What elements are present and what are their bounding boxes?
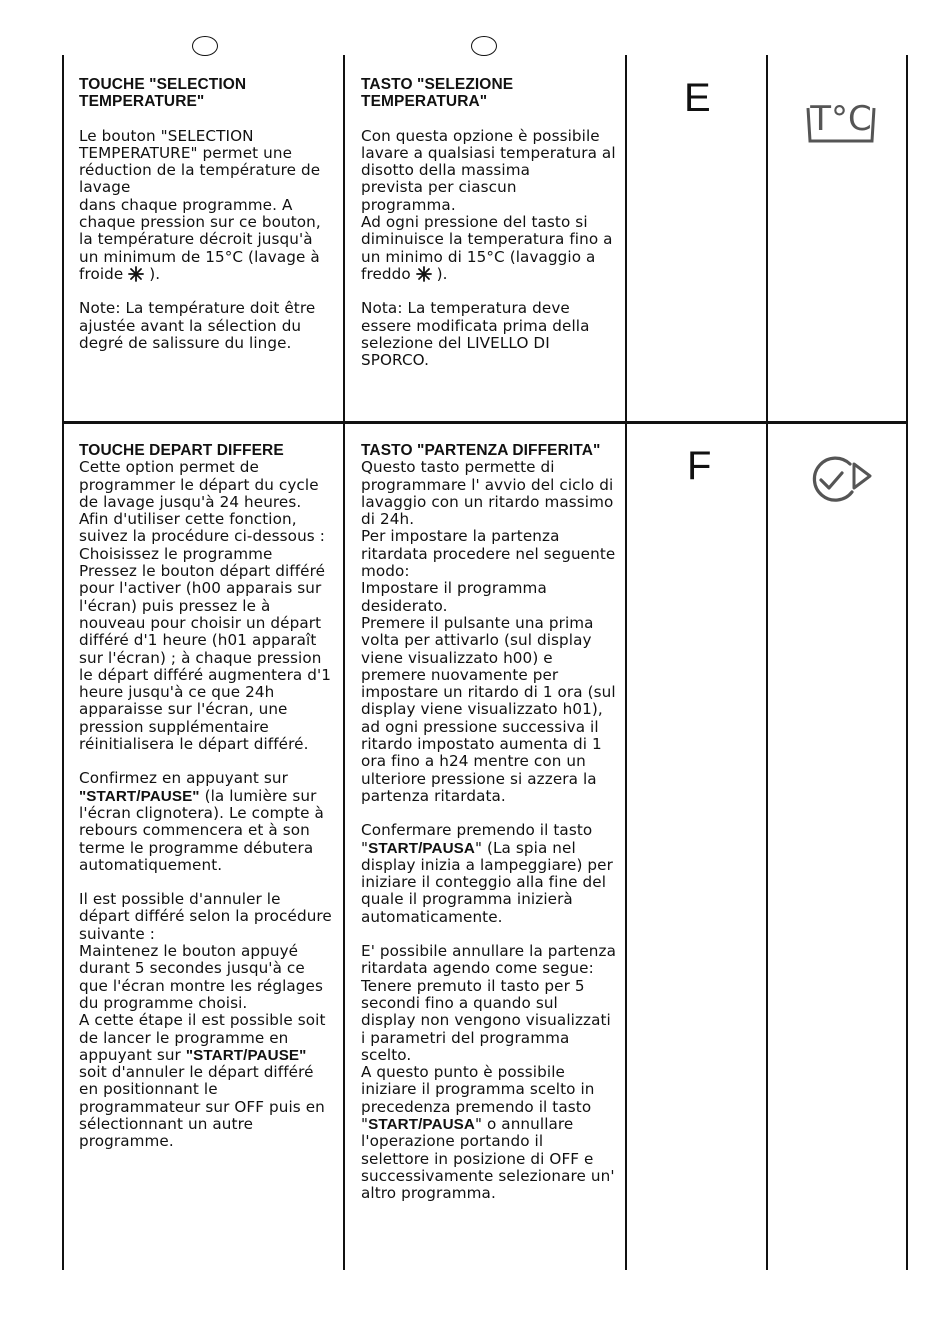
- snowflake-icon: [416, 266, 432, 282]
- column-divider-3: [766, 55, 768, 1270]
- row-e-italian-paragraph-1: Con questa opzione è possibile lavare a qualsiasi temperatura al disotto della massima prevista per ciascun programma. Ad ogni pressione del tasto si diminuisce la temperatura fino a un minimo di 15°C (lavaggio a freddo ).: [361, 126, 616, 283]
- column-divider-left: [62, 55, 64, 1270]
- column-divider-right: [906, 55, 908, 1270]
- row-e-french-paragraph-1: Le bouton "SELECTION TEMPERATURE" permet une réduction de la température de lavage dans chaque programme. A chaque pression sur ce bouton, la température décroit jusqu'à un minimum de 15°C (lavage à froide ).: [79, 126, 321, 283]
- row-divider: [62, 421, 908, 424]
- temperature-icon-text: T°C: [810, 99, 872, 139]
- row-f-italian-paragraph-1: TASTO "PARTENZA DIFFERITA" Questo tasto permette di programmare l' avvio del ciclo di lavaggio con un ritardo massimo di 24h. Per impostare la partenza ritardata procedere nel seguente modo: Impostare il programma desiderato. Premere il pulsante una prima volta per attivarlo (sul display viene visualizzato h00) e premere nuovamente per impostare un ritardo di 1 ora (sul display viene visualizzato h01), ad ogni pressione successiva il ritardo impostato aumenta di 1 ora fino a h24 mentre con un ulteriore pressione si azzera la partenza ritardata.: [361, 442, 616, 805]
- delay-start-icon: [804, 452, 876, 508]
- row-f-french-text: [79, 442, 334, 1151]
- row-e-italian-text: [361, 76, 616, 369]
- column-divider-1: [343, 55, 345, 1270]
- row-f-french-paragraph-1: TOUCHE DEPART DIFFERE Cette option permet de programmer le départ du cycle de lavage jusqu'à 24 heures. Afin d'utiliser cette fonction, suivez la procédure ci-dessous : Choisissez le programme Pressez le bouton départ différé pour l'activer (h00 apparais sur l'écran) puis pressez le à nouveau pour choisir un départ différé d'1 heure (h01 apparaît sur l'écran) ; à chaque pression le départ différé augmentera d'1 heure jusqu'à ce que 24h apparaisse sur l'écran, une pression supplémentaire réinitialisera le départ différé.: [79, 442, 332, 754]
- row-e-italian-note: Nota: La temperatura deve essere modificata prima della selezione del LIVELLO DI SPORCO.: [361, 299, 590, 370]
- row-f-letter: F: [687, 444, 712, 488]
- row-e-french-note: Note: La température doit être ajustée avant la sélection du degré de salissure du linge.: [79, 299, 316, 352]
- language-circle-icon: [192, 36, 218, 56]
- row-e-letter: E: [684, 76, 711, 120]
- row-f-italian-paragraph-3: E' possibile annullare la partenza ritardata agendo come segue: Tenere premuto il tasto per 5 secondi fino a quando sul display non vengono visualizzati i parametri del programma scelto. A questo punto è possibile iniziare il programma scelto in precedenza premendo il tasto "START/PAUSA" o annullare l'operazione portando il selettore in posizione di OFF e successivamente selezionare un' altro programma.: [361, 942, 616, 1203]
- temperature-icon: [805, 86, 877, 146]
- row-f-french-paragraph-2: Confirmez en appuyant sur "START/PAUSE" (la lumière sur l'écran clignotera). Le compte à rebours commencera et à son terme le programme débutera automatiquement.: [79, 769, 324, 874]
- snowflake-icon: [128, 266, 144, 282]
- row-f-french-paragraph-3: Il est possible d'annuler le départ différé selon la procédure suivante : Maintenez le bouton appuyé durant 5 secondes jusqu'à ce que l'écran montre les réglages du programme choisi. A cette étape il est possible soit de lancer le programme en appuyant sur "START/PAUSE" soit d'annuler le départ différé en positionnant le programmateur sur OFF puis en sélectionnant un autre programme.: [79, 890, 332, 1151]
- row-e-italian-title: TASTO "SELEZIONE TEMPERATURA": [361, 76, 514, 111]
- row-f-italian-title: TASTO "PARTENZA DIFFERITA": [361, 442, 601, 459]
- row-f-italian-paragraph-2: Confermare premendo il tasto "START/PAUSA" (La spia nel display inizia a lampeggiare) per iniziare il conteggio alla fine del quale il programma inizierà automaticamente.: [361, 821, 613, 926]
- row-e-french-text: [79, 76, 334, 352]
- row-f-french-title: TOUCHE DEPART DIFFERE: [79, 442, 284, 459]
- row-f-italian-text: [361, 442, 616, 1202]
- row-e-french-title: TOUCHE "SELECTION TEMPERATURE": [79, 76, 247, 111]
- column-divider-2: [625, 55, 627, 1270]
- language-circle-icon: [471, 36, 497, 56]
